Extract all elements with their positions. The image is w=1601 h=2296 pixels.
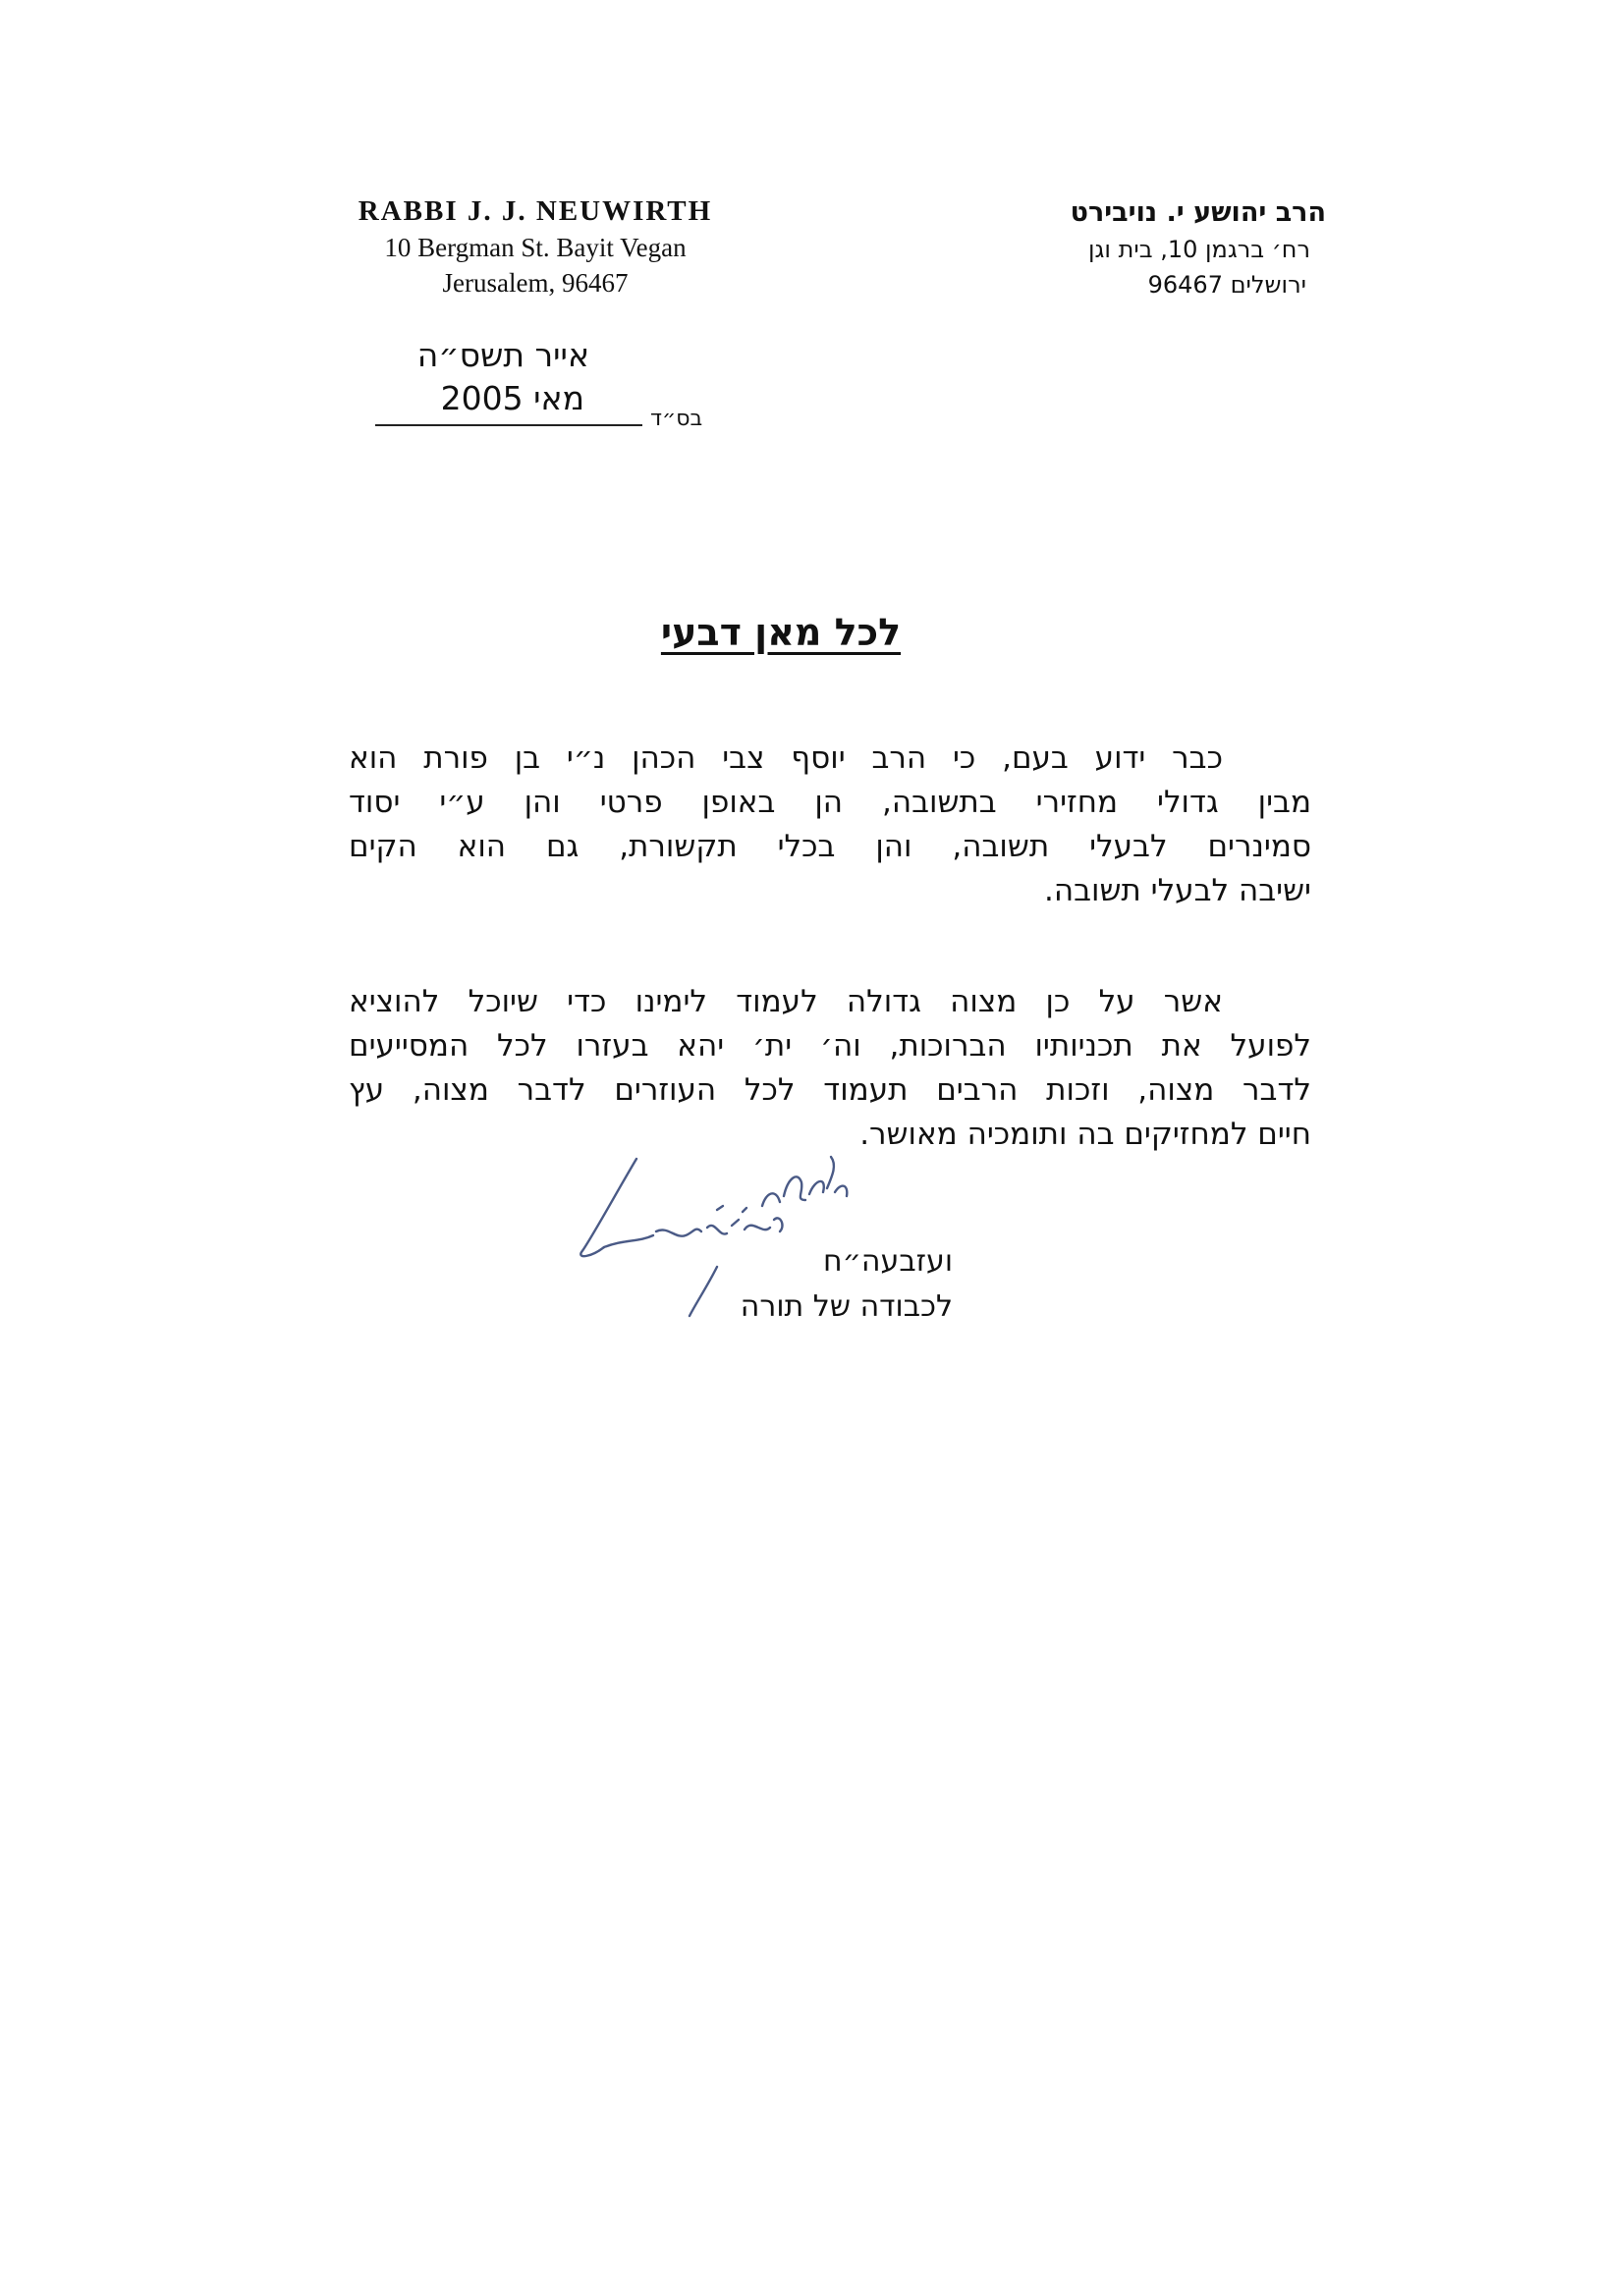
- paragraph-line: לפועל את תכניותיו הברוכות, וה׳ ית׳ יהא בעזרו לכל המסייעים: [349, 1028, 1311, 1064]
- paragraph-line: אשר על כן מצוה גדולה לעמוד לימינו כדי שיוכל להוציא: [349, 984, 1223, 1019]
- paragraph-line: כבר ידוע בעם, כי הרב יוסף צבי הכהן נ״י בן פורת הוא: [349, 740, 1223, 776]
- body-paragraph-2: [349, 980, 1311, 1157]
- letterhead-english-name: RABBI J. J. NEUWIRTH: [358, 195, 713, 227]
- closing-block: [688, 1239, 953, 1330]
- letterhead-english-address: 10 Bergman St. Bayit Vegan: [384, 233, 687, 262]
- letterhead-english-city: Jerusalem, 96467: [442, 268, 629, 298]
- letterhead-hebrew-name: הרב יהושע י. נויבירט: [1070, 197, 1326, 228]
- date-hebrew: אייר תשס״ה: [416, 336, 589, 374]
- date-gregorian: מאי 2005: [440, 379, 584, 417]
- bsd-row: [375, 407, 729, 446]
- paragraph-line: סמינרים לבעלי תשובה, והן בכלי תקשורת, גם הוא הקים: [349, 829, 1311, 864]
- letterhead-hebrew-city: ירושלים 96467: [1147, 271, 1306, 299]
- letter-title: לכל מאן דבעי: [660, 611, 902, 654]
- closing-line-2: לכבודה של תורה: [740, 1289, 953, 1324]
- letterhead-hebrew: [992, 194, 1326, 302]
- paragraph-line: ישיבה לבעלי תשובה.: [1043, 873, 1311, 908]
- paragraph-line: חיים למחזיקים בה ותומכיה מאושר.: [859, 1117, 1311, 1152]
- body-paragraph-1: [349, 737, 1311, 913]
- letterhead-hebrew-address: רח׳ ברגמן 10, בית וגן: [1087, 236, 1310, 263]
- bsd-label: בס״ד: [650, 407, 703, 431]
- closing-line-1: ועזבעה״ח: [823, 1244, 953, 1279]
- letterhead-english: [324, 192, 746, 301]
- date-underline: [375, 424, 642, 426]
- paragraph-line: מבין גדולי מחזירי בתשובה, הן באופן פרטי והן ע״י יסוד: [349, 785, 1311, 820]
- paragraph-line: לדבר מצוה, וזכות הרבים תעמוד לכל העוזרים לדבר מצוה, עץ: [349, 1072, 1311, 1108]
